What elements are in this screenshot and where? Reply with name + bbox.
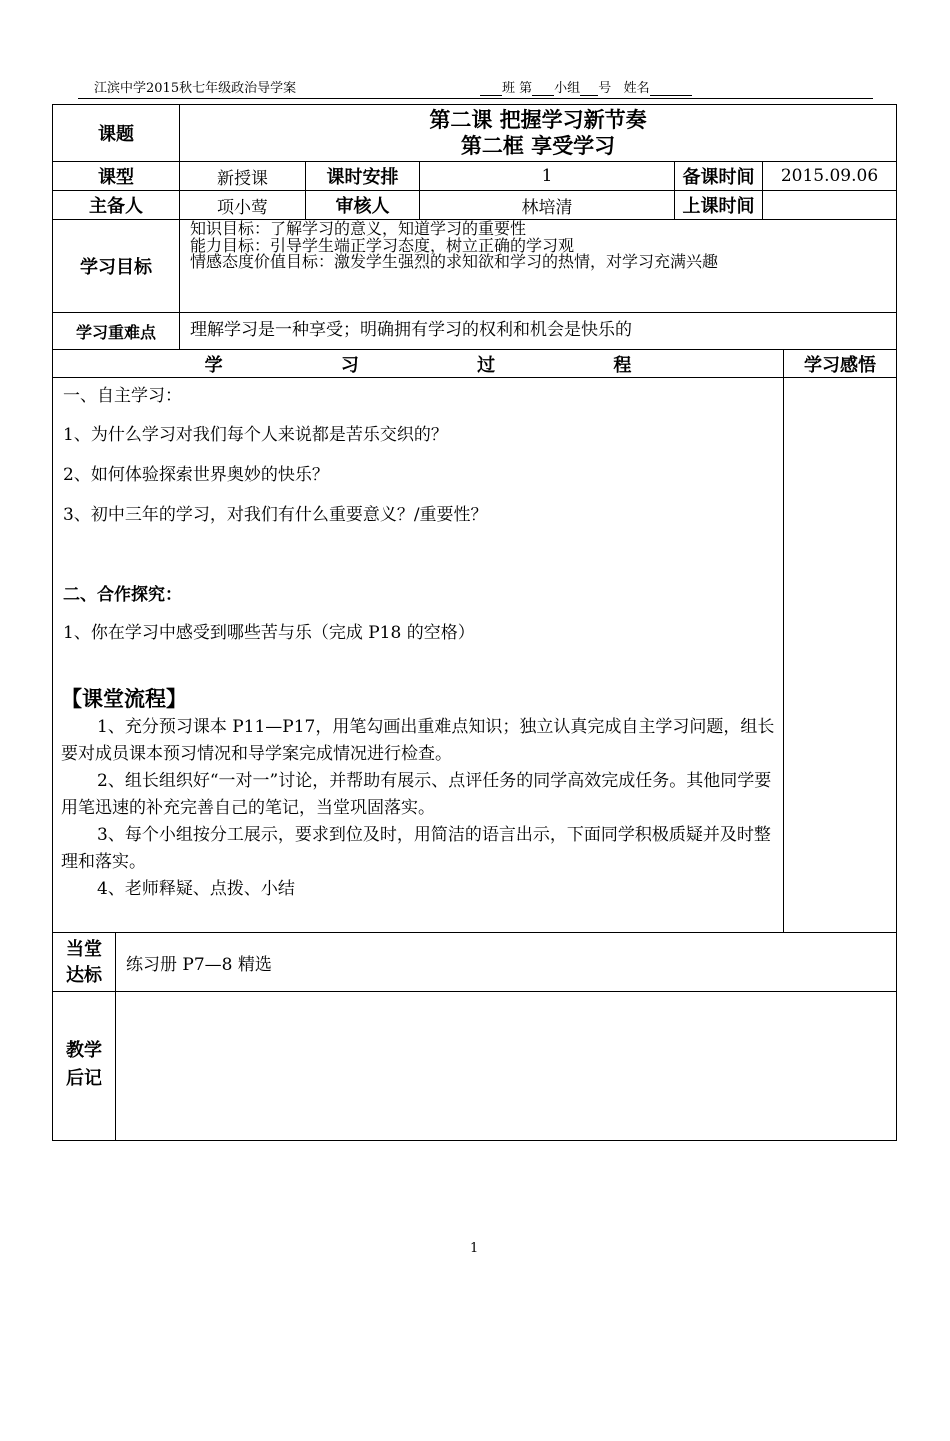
name-blank[interactable] — [650, 81, 692, 96]
flow-step-1: 1、充分预习课本 P11—P17，用笔勾画出重难点知识；独立认真完成自主学习问题，组长要对成员课本预习情况和导学案完成情况进行检查。 — [61, 717, 775, 764]
flow-title: 【课堂流程】 — [61, 687, 187, 711]
practice-label-line2: 达标 — [66, 965, 102, 986]
process-header — [52, 349, 784, 378]
keypoints-label: 学习重难点 — [52, 312, 180, 350]
type-label: 课型 — [52, 161, 180, 191]
class-time-value[interactable] — [762, 190, 897, 220]
reviewer-label: 审核人 — [305, 190, 420, 220]
practice-value: 练习册 P7—8 精选 — [115, 932, 897, 992]
question-2: 2、如何体验探索世界奥妙的快乐？ — [63, 465, 329, 485]
notes-label-line1: 教学 — [66, 1040, 102, 1061]
topic-label: 课题 — [52, 104, 180, 162]
lesson-title-line2: 第二框 享受学习 — [460, 134, 616, 158]
practice-label — [52, 932, 116, 992]
group-label: 小组 — [554, 81, 581, 96]
goal-emotion: 情感态度价值目标：激发学生强烈的求知欲和学习的热情，对学习充满兴趣 — [190, 252, 719, 271]
goal-ability: 能力目标：引导学生端正学习态度，树立正确的学习观 — [190, 235, 575, 255]
preparer-label: 主备人 — [52, 190, 180, 220]
lesson-title-line1: 第二课 把握学习新节奏 — [429, 108, 647, 132]
class-time-label: 上课时间 — [674, 190, 763, 220]
class-blank[interactable] — [480, 81, 502, 96]
group-blank[interactable] — [532, 81, 554, 96]
number-blank[interactable] — [580, 81, 598, 96]
question-1: 1、为什么学习对我们每个人来说都是苦乐交织的？ — [63, 425, 448, 445]
question-3: 3、初中三年的学习，对我们有什么重要意义？/重要性？ — [63, 505, 488, 525]
preparer-value: 项小莺 — [179, 190, 306, 220]
notes-label — [52, 991, 116, 1141]
document-header — [78, 76, 873, 99]
prep-time-value: 2015.09.06 — [762, 161, 897, 191]
name-label: 姓名 — [623, 81, 650, 96]
notes-label-line2: 后记 — [66, 1068, 102, 1089]
topic-cell — [179, 104, 897, 162]
class-label: 班 — [502, 81, 516, 96]
prep-time-label: 备课时间 — [674, 161, 763, 191]
student-info-fields — [480, 77, 692, 96]
process-header-text: 学 习 过 程 — [204, 354, 688, 376]
flow-step-4: 4、老师释疑、点拨、小结 — [97, 879, 295, 899]
keypoints-value: 理解学习是一种享受；明确拥有学习的权利和机会是快乐的 — [179, 312, 897, 350]
goal-knowledge: 知识目标：了解学习的意义，知道学习的重要性 — [190, 219, 527, 238]
flow-step-3: 3、每个小组按分工展示，要求到位及时，用简洁的语言出示，下面同学积极质疑并及时整理和落实。 — [61, 825, 771, 872]
goals-label: 学习目标 — [52, 219, 180, 313]
hours-label: 课时安排 — [305, 161, 420, 191]
flow-step-2: 2、组长组织好“一对一”讨论，并帮助有展示、点评任务的同学高效完成任务。其他同学要用笔迅速的补充完善自己的笔记，当堂巩固落实。 — [61, 771, 772, 818]
process-content — [52, 377, 784, 933]
coop-item-1: 1、你在学习中感受到哪些苦与乐（完成 P18 的空格） — [63, 623, 475, 643]
self-study-heading: 一、自主学习： — [63, 386, 182, 406]
school-title: 江滨中学2015秋七年级政治导学案 — [94, 81, 297, 96]
coop-heading: 二、合作探究： — [63, 585, 182, 605]
practice-label-line1: 当堂 — [66, 939, 102, 960]
notes-value[interactable] — [115, 991, 897, 1141]
goals-cell — [179, 219, 897, 313]
reviewer-value: 林培清 — [419, 190, 675, 220]
type-value: 新授课 — [179, 161, 306, 191]
di-label: 第 — [519, 81, 533, 96]
reflection-header: 学习感悟 — [783, 349, 897, 378]
number-label: 号 — [598, 81, 612, 96]
page-number: 1 — [470, 1241, 479, 1256]
hours-value: 1 — [419, 161, 675, 191]
reflection-cell[interactable] — [783, 377, 897, 933]
